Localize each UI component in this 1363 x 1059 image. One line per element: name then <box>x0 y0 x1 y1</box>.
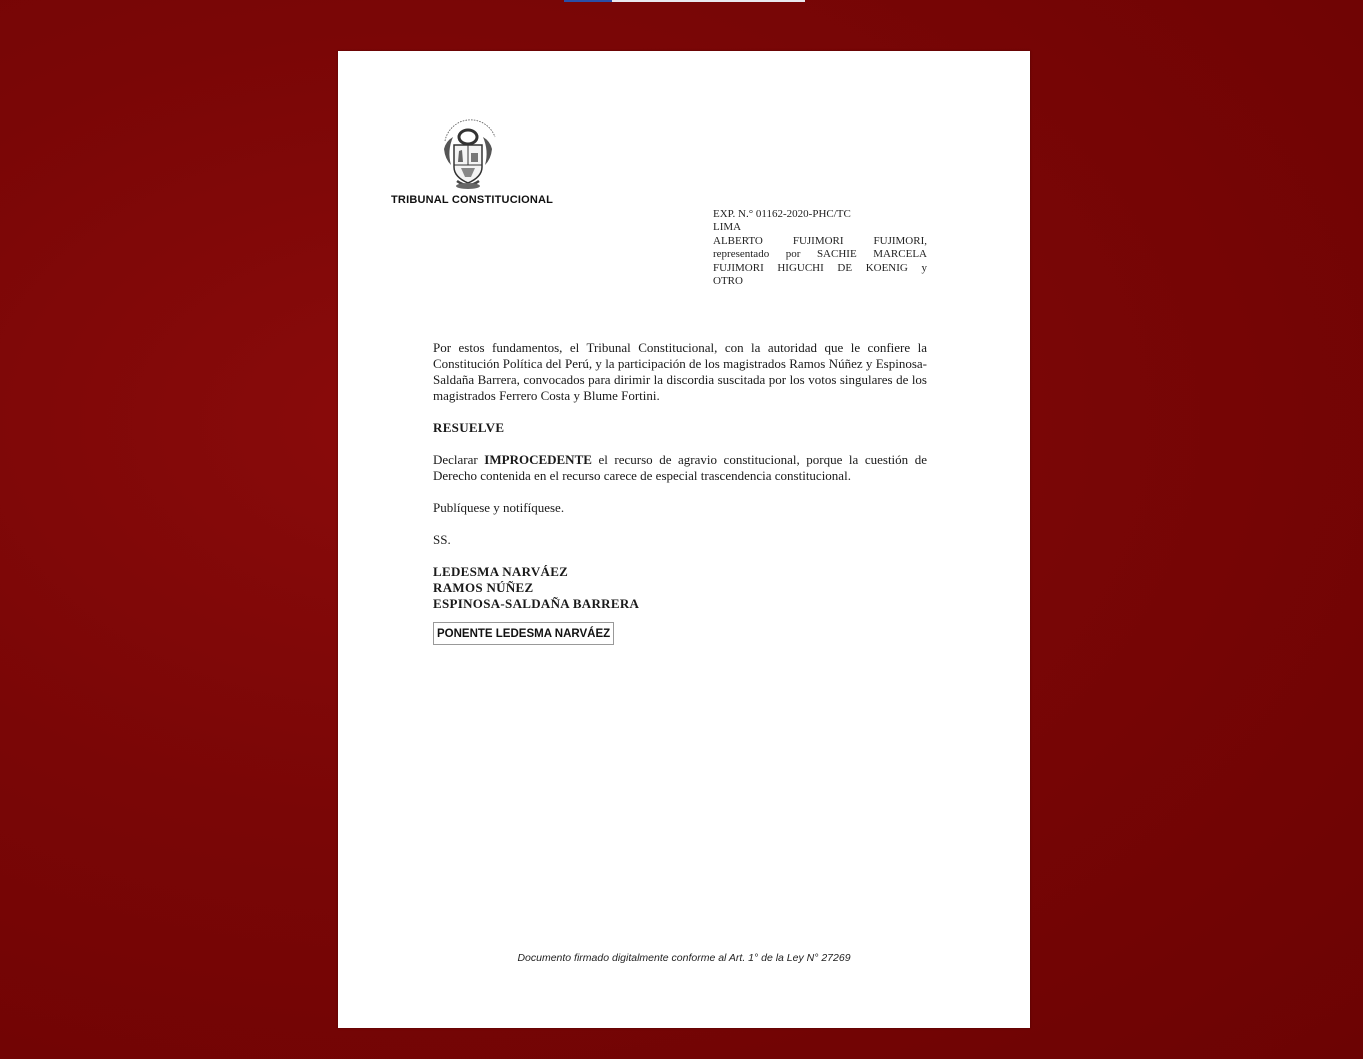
signer-name: ESPINOSA-SALDAÑA BARRERA <box>433 596 640 611</box>
case-number: EXP. N.° 01162-2020-PHC/TC <box>713 208 851 220</box>
ss-label: SS. <box>433 532 451 547</box>
case-city: LIMA <box>713 221 742 234</box>
document-page <box>338 51 1030 1028</box>
case-party-line-3: FUJIMORI HIGUCHI DE KOENIG y <box>713 261 927 274</box>
fundamentos-paragraph: Por estos fundamentos, el Tribunal Constitucional, con la autoridad que le confiere la Constitución Política del Perú, y la participación de los magistrados Ramos Núñez y Espinosa-Saldaña Barrera, convocados para dirimir la discordia suscitada por los votos singulares de los magistrados Ferrero Costa y Blume Fortini. <box>433 340 927 403</box>
publish-notice: Publíquese y notifíquese. <box>433 500 565 515</box>
digital-signature-note: Documento firmado digitalmente conforme al Art. 1° de la Ley N° 27269 <box>517 952 851 964</box>
case-header <box>713 208 927 288</box>
decision-paragraph: Declarar IMPROCEDENTE el recurso de agravio constitucional, porque la cuestión de Derecho contenida en el recurso carece de especial trascendencia constitucional. <box>433 452 927 483</box>
case-party-line-2: representado por SACHIE MARCELA <box>713 248 927 261</box>
improcedente-label: IMPROCEDENTE <box>484 452 592 467</box>
signer-name: RAMOS NÚÑEZ <box>433 580 534 595</box>
top-progress-fill <box>564 0 612 2</box>
coat-of-arms-icon <box>437 115 501 193</box>
signers-list <box>433 564 927 612</box>
signer-name: LEDESMA NARVÁEZ <box>433 564 569 579</box>
ponente-box: PONENTE LEDESMA NARVÁEZ <box>433 622 614 645</box>
institution-title: TRIBUNAL CONSTITUCIONAL <box>391 194 554 206</box>
case-party-line-4: OTRO <box>713 275 743 288</box>
top-progress-bar <box>564 0 805 2</box>
case-party-line-1: ALBERTO FUJIMORI FUJIMORI, <box>713 234 927 247</box>
resuelve-heading: RESUELVE <box>433 420 505 435</box>
peru-coat-of-arms-logo <box>437 115 501 193</box>
resolution-body <box>433 340 927 645</box>
